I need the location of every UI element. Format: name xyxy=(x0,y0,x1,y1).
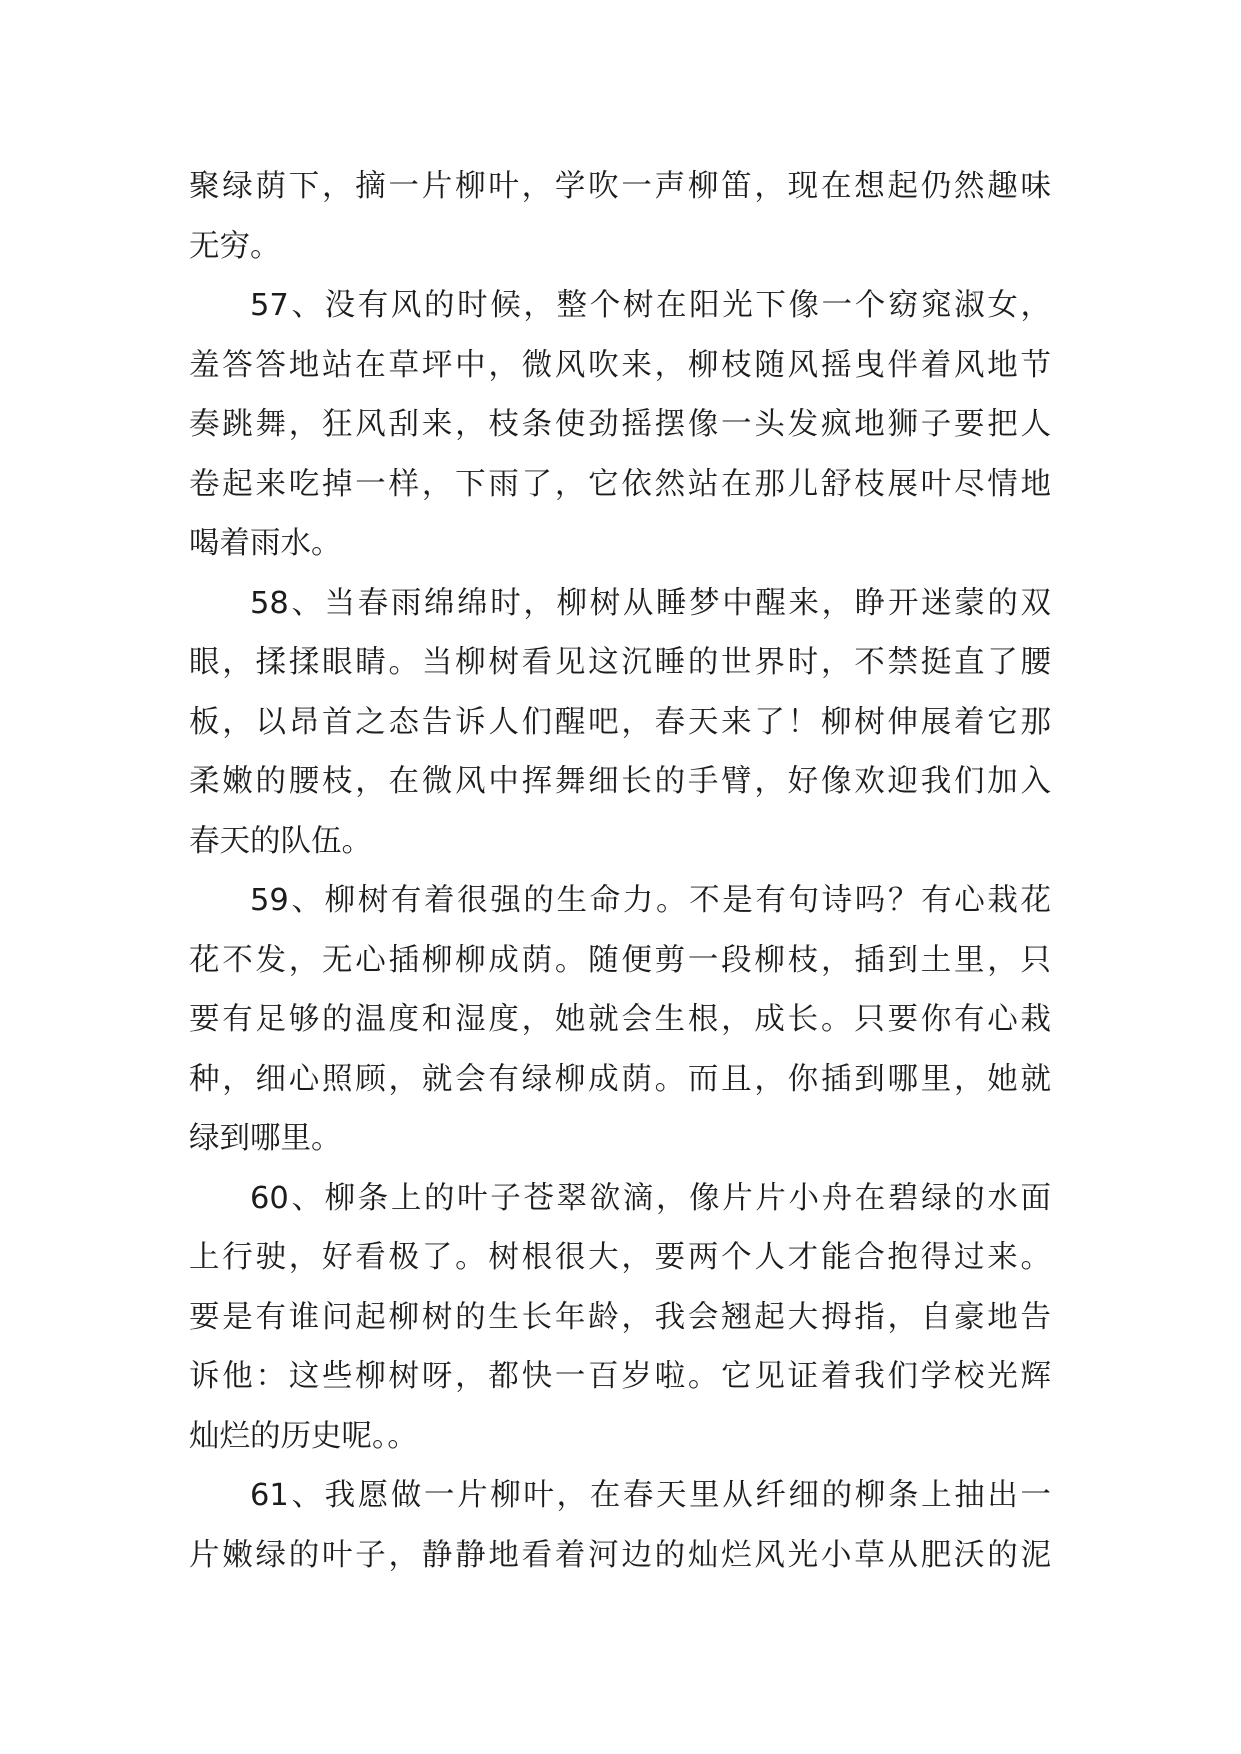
paragraph-continued xyxy=(189,157,1051,276)
text-line: 灿烂的历史呢。。 xyxy=(189,1418,418,1454)
text-line: 喝着雨水。 xyxy=(189,526,342,561)
text-line: 诉他：这些柳树呀，都快一百岁啦。它见证着我们学校光辉 xyxy=(189,1359,1051,1394)
text-line: 种，细心照顾，就会有绿柳成荫。而且，你插到哪里，她就 xyxy=(189,1061,1051,1097)
text-line: 羞答答地站在草坪中，微风吹来，柳枝随风摇曳伴着风地节 xyxy=(189,347,1051,383)
text-line: 片嫩绿的叶子，静静地看着河边的灿烂风光小草从肥沃的泥 xyxy=(189,1537,1051,1573)
text-line: 57、没有风的时候，整个树在阳光下像一个窈窕淑女， xyxy=(250,288,1051,323)
paragraph-61 xyxy=(189,1466,1051,1585)
text-line: 58、当春雨绵绵时，柳树从睡梦中醒来，睁开迷蒙的双 xyxy=(250,585,1051,621)
text-line: 春天的队伍。 xyxy=(189,823,372,859)
text-line: 要是有谁问起柳树的生长年龄，我会翘起大拇指，自豪地告 xyxy=(189,1299,1051,1335)
text-line: 61、我愿做一片柳叶，在春天里从纤细的柳条上抽出一 xyxy=(250,1478,1051,1513)
text-line: 要有足够的温度和湿度，她就会生根，成长。只要你有心栽 xyxy=(189,1002,1051,1037)
body-text xyxy=(189,157,1051,1585)
paragraph-57 xyxy=(189,276,1051,574)
paragraph-60 xyxy=(189,1169,1051,1467)
text-line: 板，以昂首之态告诉人们醒吧，春天来了！柳树伸展着它那 xyxy=(189,704,1051,740)
paragraph-58 xyxy=(189,574,1051,872)
text-line: 绿到哪里。 xyxy=(189,1121,342,1156)
text-line: 上行驶，好看极了。树根很大，要两个人才能合抱得过来。 xyxy=(189,1240,1051,1275)
text-line: 卷起来吃掉一样，下雨了，它依然站在那儿舒枝展叶尽情地 xyxy=(189,466,1051,502)
text-line: 59、柳树有着很强的生命力。不是有句诗吗？有心栽花 xyxy=(250,883,1051,918)
text-line: 奏跳舞，狂风刮来，枝条使劲摇摆像一头发疯地狮子要把人 xyxy=(189,407,1051,442)
text-line: 无穷。 xyxy=(189,228,281,264)
text-line: 花不发，无心插柳柳成荫。随便剪一段柳枝，插到土里，只 xyxy=(189,942,1051,978)
text-line: 柔嫩的腰枝，在微风中挥舞细长的手臂，好像欢迎我们加入 xyxy=(189,764,1051,799)
paragraph-59 xyxy=(189,871,1051,1169)
text-line: 眼，揉揉眼睛。当柳树看见这沉睡的世界时，不禁挺直了腰 xyxy=(189,645,1051,680)
text-line: 60、柳条上的叶子苍翠欲滴，像片片小舟在碧绿的水面 xyxy=(250,1180,1051,1216)
text-line: 聚绿荫下，摘一片柳叶，学吹一声柳笛，现在想起仍然趣味 xyxy=(189,169,1051,204)
